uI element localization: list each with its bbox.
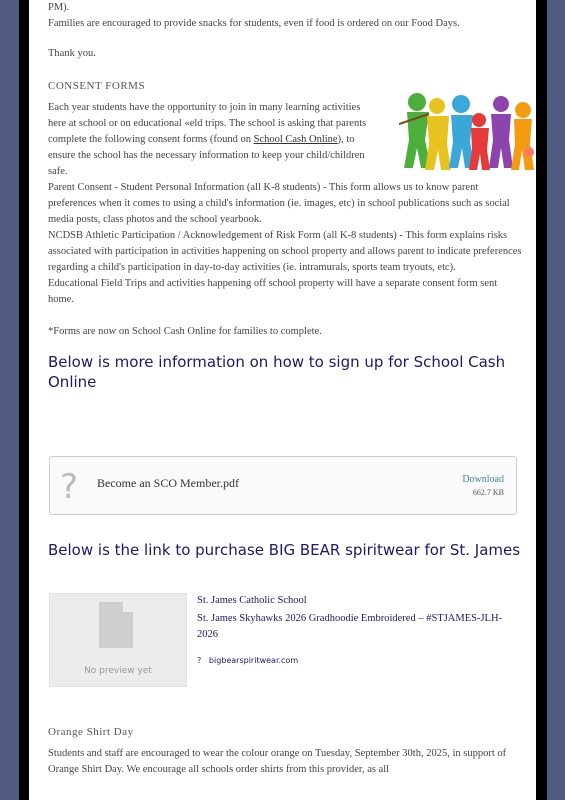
parent-consent-text: Parent Consent - Student Personal Information (all K-8 students) - This form allows us to know parent preferences when it comes to using a child's information (ie. images, etc) in school publications such as social media posts, class photos and the school yearbook. xyxy=(48,182,510,225)
athletic-consent-text: NCDSB Athletic Participation / Acknowledgement of Risk Form (all K-8 students) - This form explains risks associated with participation in activities happening on school property and allows parent to indicate preferences regarding a child's participation in day-to-day activities (ie. intramurals, sports team tryouts, etc). xyxy=(48,230,522,273)
download-link[interactable]: Download xyxy=(462,474,504,485)
globe-icon: ? xyxy=(197,656,202,665)
forms-note: *Forms are now on School Cash Online for families to complete. xyxy=(48,326,322,337)
field-trip-text: Educational Field Trips and activities happening off school property will have a separate consent form sent home. xyxy=(48,278,498,305)
question-mark-icon: ? xyxy=(60,467,79,507)
school-cash-online-link[interactable]: School Cash Online xyxy=(253,134,338,145)
file-size: 662.7 KB xyxy=(472,488,504,497)
no-preview-text: No preview yet xyxy=(84,666,152,676)
intro-line: PM). xyxy=(48,2,70,13)
bigbear-heading: Below is the link to purchase BIG BEAR spiritwear for St. James xyxy=(48,541,521,559)
consent-forms-title: CONSENT FORMS xyxy=(48,80,146,92)
pdf-attachment[interactable] xyxy=(49,456,517,515)
orange-shirt-section xyxy=(48,724,524,778)
newsletter-body xyxy=(48,0,524,392)
link-preview-info xyxy=(197,593,517,669)
consent-intro: Each year students have the opportunity to join in many learning activities here at school or on educational «eld trips. The school is asking that parents complete the following consent forms (found on School Cash Online), to ensure the school has the necessary information to keep your child/children safe. xyxy=(48,102,367,177)
link-domain[interactable]: ? bigbearspiritwear.com xyxy=(197,656,299,665)
document-placeholder-icon xyxy=(99,602,133,648)
link-title[interactable]: St. James Skyhawks 2026 Gradhoodie Embroidered – #STJAMES-JLH-2026 xyxy=(197,613,503,640)
newsletter-page xyxy=(29,0,536,800)
orange-shirt-title: Orange Shirt Day xyxy=(48,726,134,738)
link-preview-image[interactable] xyxy=(49,593,187,687)
attachment-download xyxy=(462,473,504,499)
intro-snacks: Families are encouraged to provide snacks for students, even if food is ordered on our Food Days. xyxy=(48,18,460,29)
children-playing-illustration xyxy=(399,90,536,174)
sco-heading: Below is more information on how to sign up for School Cash Online xyxy=(48,353,506,391)
link-site-name[interactable]: St. James Catholic School xyxy=(197,595,307,606)
orange-shirt-text: Students and staff are encouraged to wear the colour orange on Tuesday, September 30th, 2025, in support of Orange Shirt Day. We encourage all schools order shirts from this provider, as all xyxy=(48,748,507,775)
thank-you-text: Thank you. xyxy=(48,48,96,59)
attachment-filename[interactable]: Become an SCO Member.pdf xyxy=(97,476,239,490)
